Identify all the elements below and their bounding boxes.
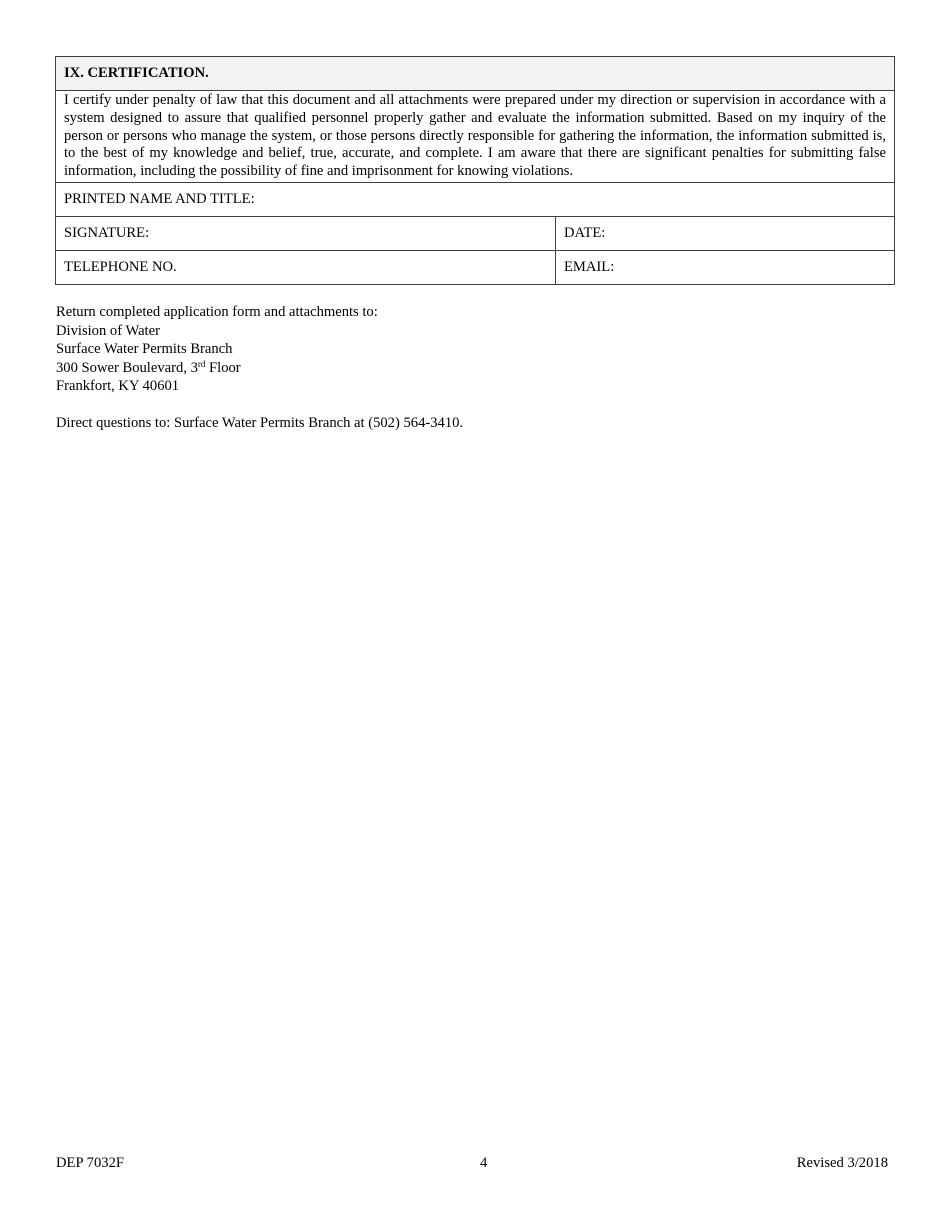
signature-label: SIGNATURE: — [64, 224, 150, 241]
section-heading: IX. CERTIFICATION. — [56, 57, 895, 91]
email-label: EMAIL: — [564, 258, 615, 275]
contact-questions: Direct questions to: Surface Water Permits Branch at (502) 564-3410. — [56, 415, 464, 431]
return-address-block — [56, 303, 378, 396]
page-number: 4 — [480, 1155, 488, 1171]
street-address-suffix: Floor — [205, 359, 241, 376]
street-address-prefix: 300 Sower Boulevard, 3 — [56, 359, 198, 376]
form-number: DEP 7032F — [56, 1155, 124, 1171]
telephone-label: TELEPHONE NO. — [64, 258, 177, 275]
email-field[interactable] — [556, 250, 895, 284]
printed-name-label: PRINTED NAME AND TITLE: — [64, 190, 255, 207]
branch-name: Surface Water Permits Branch — [56, 341, 233, 358]
city-state-zip: Frankfort, KY 40601 — [56, 378, 180, 395]
date-field[interactable] — [556, 216, 895, 250]
return-intro: Return completed application form and attachments to: — [56, 304, 378, 320]
signature-field[interactable] — [56, 216, 556, 250]
ordinal-suffix: rd — [197, 358, 206, 369]
revision-date: Revised 3/2018 — [796, 1155, 888, 1171]
street-address — [56, 359, 378, 378]
date-label: DATE: — [564, 224, 606, 241]
certification-table — [55, 56, 895, 285]
certification-statement: I certify under penalty of law that this document and all attachments were prepared under my direction or supervision in accordance with a system designed to assure that qualified personnel properly gather and evaluate the information submitted. Based on my inquiry of the person or persons who manage the system, or those persons directly responsible for gathering the information, the information submitted is, to the best of my knowledge and belief, true, accurate, and complete. I am aware that there are significant penalties for submitting false information, including the possibility of fine and imprisonment for knowing violations. — [56, 91, 895, 183]
telephone-field[interactable] — [56, 250, 556, 284]
printed-name-field[interactable] — [56, 182, 895, 216]
division-name: Division of Water — [56, 322, 160, 339]
